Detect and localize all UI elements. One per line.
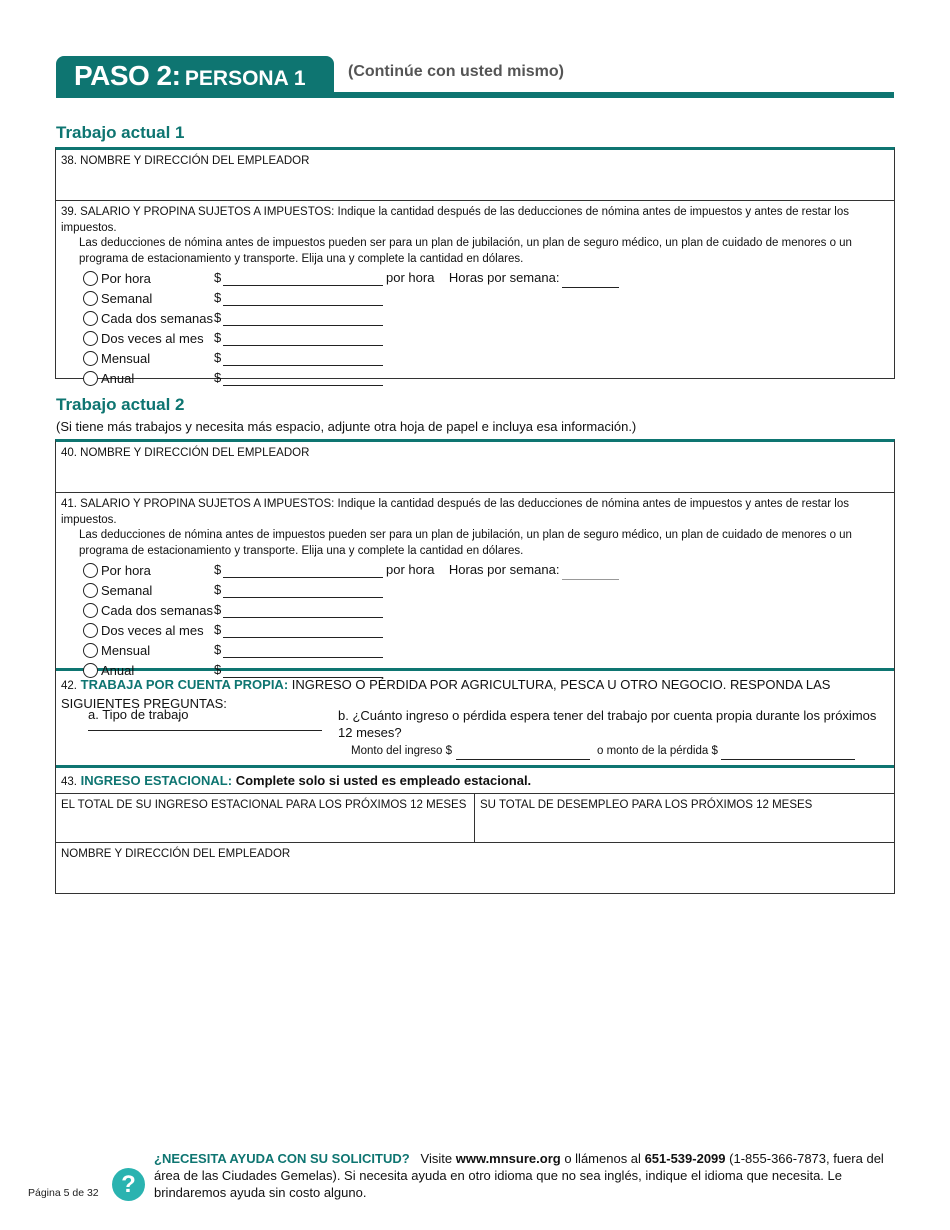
dollar-sign: $ <box>214 642 222 657</box>
job1-biweekly-amount-input[interactable] <box>223 310 383 326</box>
radio-button[interactable] <box>83 311 98 326</box>
per-hour-label: por hora <box>386 562 435 577</box>
job1-hours-input[interactable] <box>562 272 619 288</box>
job1-frequency-options <box>56 267 894 391</box>
loss-amount-label: o monto de la pérdida $ <box>597 745 718 757</box>
job2-salary-section <box>56 493 894 678</box>
dollar-sign: $ <box>214 330 222 345</box>
expected-income-question: b. ¿Cuánto ingreso o pérdida espera tener del trabajo por cuenta propia durante los próximos 12 meses? <box>338 708 877 740</box>
option-label: Mensual <box>101 643 151 658</box>
dollar-sign: $ <box>214 662 222 677</box>
job2-employer-field[interactable] <box>56 442 894 493</box>
radio-button[interactable] <box>83 563 98 578</box>
job2-hourly-amount-input[interactable] <box>223 562 383 578</box>
job2-weekly-amount-input[interactable] <box>223 582 383 598</box>
step-person: PERSONA 1 <box>184 67 306 90</box>
job2-semimonthly-amount-input[interactable] <box>223 622 383 638</box>
job1-semimonthly-amount-input[interactable] <box>223 330 383 346</box>
seasonal-title: INGRESO ESTACIONAL: <box>80 773 233 788</box>
job1-form <box>55 147 895 386</box>
job2-per-hour <box>386 562 559 577</box>
job2-salary-line1: 41. SALARIO Y PROPINA SUJETOS A IMPUESTOS: Indique la cantidad después de las deducciones de nómina antes de impuestos y antes de restar los impuestos. <box>61 498 849 526</box>
unemployment-total-field[interactable] <box>475 794 894 843</box>
work-type-input[interactable] <box>88 730 322 731</box>
seasonal-income-label: EL TOTAL DE SU INGRESO ESTACIONAL PARA LOS PRÓXIMOS 12 MESES <box>61 799 467 811</box>
hours-per-week-label: Horas por semana: <box>448 270 560 285</box>
dollar-sign: $ <box>214 370 222 385</box>
job1-employer-label: 38. NOMBRE Y DIRECCIÓN DEL EMPLEADOR <box>61 155 310 167</box>
job2-monthly-amount-input[interactable] <box>223 642 383 658</box>
self-employed-instructions: INGRESO O PÉRDIDA POR AGRICULTURA, PESCA U OTRO NEGOCIO. RESPONDA LAS SIGUIENTES PREGUNTAS: <box>61 677 831 711</box>
job2-salary-line2: Las deducciones de nómina antes de impuestos pueden ser para un plan de jubilación, un plan de seguro médico, un plan de cuidado de menores o un <box>79 529 852 541</box>
phone-number[interactable]: 651-539-2099 <box>644 1151 726 1166</box>
option-label: Cada dos semanas <box>101 603 214 618</box>
income-amount-input[interactable] <box>456 747 590 760</box>
call-text: o llámenos al <box>564 1151 641 1166</box>
radio-button[interactable] <box>83 371 98 386</box>
unemployment-total-label: SU TOTAL DE DESEMPLEO PARA LOS PRÓXIMOS 12 MESES <box>480 799 813 811</box>
job1-option-annual[interactable] <box>83 370 134 388</box>
question-number: 43. <box>61 776 77 788</box>
option-label: Semanal <box>101 583 153 598</box>
option-label: Por hora <box>101 271 151 286</box>
website-link[interactable]: www.mnsure.org <box>455 1151 561 1166</box>
help-details: (1-855-366-7873, fuera del área de las Ciudades Gemelas). Si necesita ayuda en otro idioma que no sea inglés, indique el idioma que necesita. Le brindaremos ayuda sin costo alguno. <box>154 1151 884 1200</box>
help-icon: ? <box>112 1168 145 1201</box>
job2-option-weekly[interactable] <box>83 582 152 600</box>
step-note: (Continúe con usted mismo) <box>348 63 564 80</box>
job1-option-semimonthly[interactable] <box>83 330 204 348</box>
job2-employer-label: 40. NOMBRE Y DIRECCIÓN DEL EMPLEADOR <box>61 447 310 459</box>
job1-option-biweekly[interactable] <box>83 310 213 328</box>
radio-button[interactable] <box>83 643 98 658</box>
radio-button[interactable] <box>83 331 98 346</box>
job1-option-hourly[interactable] <box>83 270 151 288</box>
step-header <box>56 56 894 98</box>
job2-form <box>55 439 895 894</box>
loss-amount-input[interactable] <box>721 747 855 760</box>
step-tab <box>56 56 334 94</box>
job1-per-hour <box>386 270 559 285</box>
self-employed-section <box>56 671 894 768</box>
option-label: Semanal <box>101 291 153 306</box>
job1-hourly-amount-input[interactable] <box>223 270 383 286</box>
seasonal-employer-label: NOMBRE Y DIRECCIÓN DEL EMPLEADOR <box>61 848 291 860</box>
job2-title: Trabajo actual 2 <box>56 395 185 414</box>
job2-biweekly-amount-input[interactable] <box>223 602 383 618</box>
job1-option-monthly[interactable] <box>83 350 150 368</box>
job2-salary-line3: programa de estacionamiento y transporte. Elija una y complete la cantidad en dólares. <box>79 544 524 557</box>
seasonal-instructions: Complete solo si usted es empleado estacional. <box>235 773 532 788</box>
job1-weekly-amount-input[interactable] <box>223 290 383 306</box>
option-label: Anual <box>101 663 135 678</box>
seasonal-heading <box>56 768 894 794</box>
question-number: 42. <box>61 680 77 692</box>
option-label: Mensual <box>101 351 151 366</box>
option-label: Por hora <box>101 563 151 578</box>
page-number: Página 5 de 32 <box>28 1187 99 1199</box>
seasonal-totals-row <box>56 794 894 843</box>
step-number: PASO 2: <box>74 60 181 91</box>
per-hour-label: por hora <box>386 270 435 285</box>
job1-monthly-amount-input[interactable] <box>223 350 383 366</box>
job1-salary-line2: Las deducciones de nómina antes de impuestos pueden ser para un plan de jubilación, un plan de seguro médico, un plan de cuidado de menores o un <box>79 237 852 249</box>
job1-salary-instructions <box>56 201 894 267</box>
job1-title: Trabajo actual 1 <box>56 123 185 142</box>
radio-button[interactable] <box>83 583 98 598</box>
radio-button[interactable] <box>83 271 98 286</box>
dollar-sign: $ <box>214 290 222 305</box>
header-divider <box>56 92 894 98</box>
seasonal-employer-field[interactable] <box>56 843 894 891</box>
job2-frequency-options <box>56 559 894 683</box>
dollar-sign: $ <box>214 350 222 365</box>
job2-option-semimonthly[interactable] <box>83 622 204 640</box>
job2-option-hourly[interactable] <box>83 562 151 580</box>
dollar-sign: $ <box>214 562 222 577</box>
self-employed-title: TRABAJA POR CUENTA PROPIA: <box>80 677 289 692</box>
dollar-sign: $ <box>214 622 222 637</box>
hours-per-week-label: Horas por semana: <box>448 562 560 577</box>
option-label: Dos veces al mes <box>101 331 204 346</box>
job2-hours-input[interactable] <box>562 564 619 580</box>
job2-subtitle: (Si tiene más trabajos y necesita más espacio, adjunte otra hoja de papel e incluya esa información.) <box>56 419 637 434</box>
dollar-sign: $ <box>214 582 222 597</box>
help-title: ¿NECESITA AYUDA CON SU SOLICITUD? <box>154 1151 410 1166</box>
option-label: Dos veces al mes <box>101 623 204 638</box>
radio-button[interactable] <box>83 351 98 366</box>
option-label: Cada dos semanas <box>101 311 214 326</box>
radio-button[interactable] <box>83 291 98 306</box>
job1-salary-line1: 39. SALARIO Y PROPINA SUJETOS A IMPUESTOS: Indique la cantidad después de las deducciones de nómina antes de impuestos y antes de restar los impuestos. <box>61 206 849 234</box>
dollar-sign: $ <box>214 602 222 617</box>
dollar-sign: $ <box>214 270 222 285</box>
dollar-sign: $ <box>214 310 222 325</box>
work-type-label: a. Tipo de trabajo <box>88 707 189 722</box>
visit-text: Visite <box>420 1151 453 1166</box>
job1-salary-section <box>56 201 894 386</box>
job1-annual-amount-input[interactable] <box>223 370 383 386</box>
job1-employer-field[interactable] <box>56 150 894 201</box>
job1-option-weekly[interactable] <box>83 290 152 308</box>
option-label: Anual <box>101 371 135 386</box>
radio-button[interactable] <box>83 623 98 638</box>
job2-salary-instructions <box>56 493 894 559</box>
job1-salary-line3: programa de estacionamiento y transporte. Elija una y complete la cantidad en dólares. <box>79 252 524 265</box>
job2-option-biweekly[interactable] <box>83 602 213 620</box>
income-amount-label: Monto del ingreso $ <box>351 745 453 757</box>
radio-button[interactable] <box>83 603 98 618</box>
seasonal-income-field[interactable] <box>56 794 475 843</box>
help-text <box>154 1150 884 1201</box>
job2-option-monthly[interactable] <box>83 642 150 660</box>
